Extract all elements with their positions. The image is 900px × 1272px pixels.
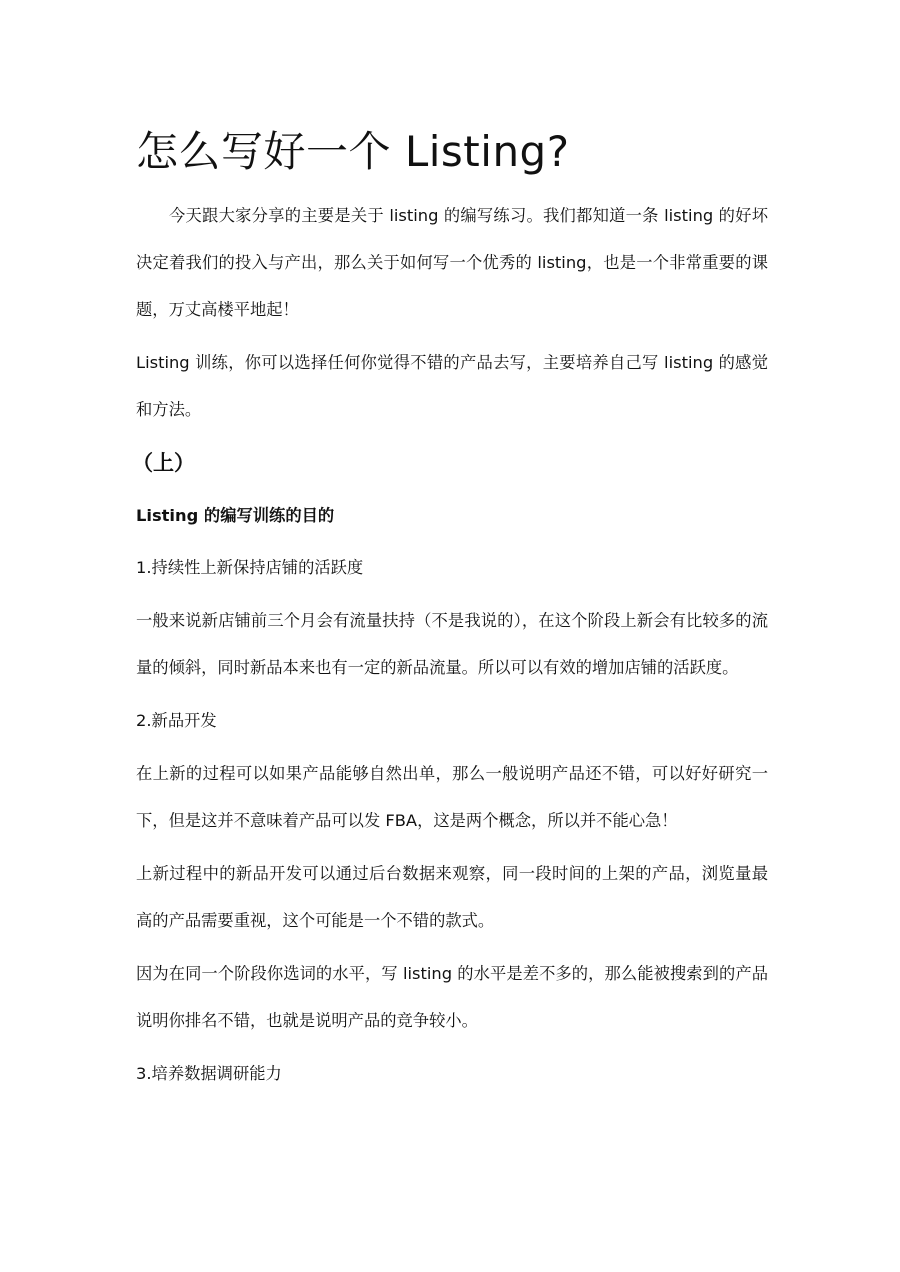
point-2-body-1: 在上新的过程可以如果产品能够自然出单，那么一般说明产品还不错，可以好好研究一下，但是这并不意味着产品可以发 FBA，这是两个概念，所以并不能心急！ xyxy=(136,764,768,830)
intro-paragraph-1: 今天跟大家分享的主要是关于 listing 的编写练习。我们都知道一条 listing 的好坏决定着我们的投入与产出，那么关于如何写一个优秀的 listing，也是一个非常重要的课题，万丈高楼平地起！ xyxy=(136,206,768,319)
section-heading: （上） xyxy=(132,451,195,475)
point-2-title: 2.新品开发 xyxy=(136,711,217,730)
point-2-body-2: 上新过程中的新品开发可以通过后台数据来观察，同一段时间的上架的产品，浏览量最高的产品需要重视，这个可能是一个不错的款式。 xyxy=(136,864,768,930)
point-1-body: 一般来说新店铺前三个月会有流量扶持（不是我说的），在这个阶段上新会有比较多的流量的倾斜，同时新品本来也有一定的新品流量。所以可以有效的增加店铺的活跃度。 xyxy=(136,611,768,677)
intro-paragraph-2: Listing 训练，你可以选择任何你觉得不错的产品去写，主要培养自己写 listing 的感觉和方法。 xyxy=(136,353,768,419)
point-3-title: 3.培养数据调研能力 xyxy=(136,1064,282,1083)
point-1-title: 1.持续性上新保持店铺的活跃度 xyxy=(136,558,364,577)
subheading: Listing 的编写训练的目的 xyxy=(136,506,335,525)
document-title: 怎么写好一个 Listing? xyxy=(136,127,570,176)
point-2-body-3: 因为在同一个阶段你选词的水平，写 listing 的水平是差不多的，那么能被搜索到的产品说明你排名不错，也就是说明产品的竞争较小。 xyxy=(136,964,768,1030)
